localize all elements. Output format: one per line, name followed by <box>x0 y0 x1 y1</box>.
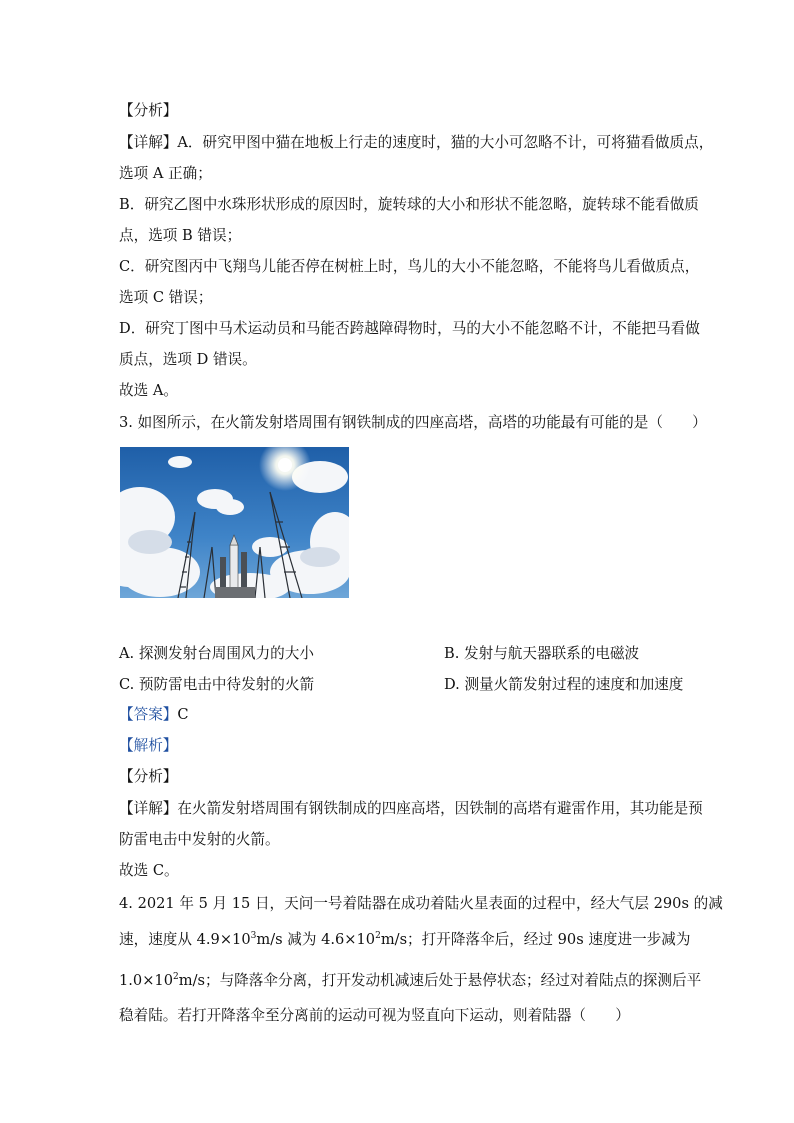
q4-exp-3: 2 <box>173 972 179 982</box>
conclusion-2: 故选 A。 <box>119 382 178 399</box>
option-a: A. 探测发射台周围风力的大小 <box>119 645 314 662</box>
explanation-label: 【解析】 <box>119 737 178 754</box>
q4-line-2-rest: m/s；打开降落伞后，经过 90s 速度进一步减为 <box>380 931 691 948</box>
answer-value: C <box>177 706 189 723</box>
rocket-launch-tower-photo <box>120 447 349 598</box>
q4-speed-2: m/s 减为 4.6×10 <box>256 931 376 948</box>
detail-label-3: 【详解】 <box>119 800 178 817</box>
question-4-line-1: 4. 2021 年 5 月 15 日，天问一号着陆器在成功着陆火星表面的过程中，经大气层 290s 的减 <box>119 895 723 912</box>
q4-line-3-rest: m/s；与降落伞分离，打开发动机减速后处于悬停状态；经过对着陆点的探测后平 <box>178 972 702 989</box>
answer-line <box>119 705 189 725</box>
detail-a-line-2: 选项 A 正确； <box>119 165 212 182</box>
detail-3-line-1 <box>119 799 703 819</box>
answer-label: 【答案】 <box>119 706 178 723</box>
detail-c-line-2: 选项 C 错误； <box>119 289 213 306</box>
q4-speed-1: 速，速度从 4.9×10 <box>119 931 251 948</box>
q4-exp-1: 3 <box>250 931 257 941</box>
conclusion-3: 故选 C。 <box>119 862 179 879</box>
question-4-line-4: 稳着陆。若打开降落伞至分离前的运动可视为竖直向下运动，则着陆器（ ） <box>119 1007 630 1024</box>
detail-a-line-1 <box>119 133 713 153</box>
detail-label: 【详解】 <box>119 134 178 151</box>
option-b: B. 发射与航天器联系的电磁波 <box>444 645 640 662</box>
detail-a-text: A．研究甲图中猫在地板上行走的速度时，猫的大小可忽略不计，可将猫看做质点， <box>177 134 714 151</box>
analysis-label: 【分析】 <box>119 102 178 119</box>
detail-3-text: 在火箭发射塔周围有钢铁制成的四座高塔，因铁制的高塔有避雷作用，其功能是预 <box>177 800 703 817</box>
detail-d-line-1: D．研究丁图中马术运动员和马能否跨越障碍物时，马的大小不能忽略不计，不能把马看做 <box>119 320 700 337</box>
detail-b-line-1: B．研究乙图中水珠形状形成的原因时，旋转球的大小和形状不能忽略，旋转球不能看做质 <box>119 196 699 213</box>
question-4-line-3 <box>119 971 701 991</box>
question-3-stem: 3. 如图所示，在火箭发射塔周围有钢铁制成的四座高塔，高塔的功能最有可能的是（ ） <box>119 414 707 431</box>
detail-b-line-2: 点，选项 B 错误； <box>119 227 242 244</box>
detail-c-line-1: C．研究图丙中飞翔鸟儿能否停在树桩上时，鸟儿的大小不能忽略，不能将鸟儿看做质点， <box>119 258 700 275</box>
detail-3-line-2: 防雷电击中发射的火箭。 <box>119 831 280 848</box>
detail-d-line-2: 质点，选项 D 错误。 <box>119 351 257 368</box>
analysis-label-3: 【分析】 <box>119 768 178 785</box>
q4-exp-2: 2 <box>375 931 381 941</box>
q4-speed-3: 1.0×10 <box>119 972 174 989</box>
question-4-line-2 <box>119 930 691 950</box>
option-c: C. 预防雷电击中待发射的火箭 <box>119 676 315 693</box>
option-d: D. 测量火箭发射过程的速度和加速度 <box>444 676 684 693</box>
